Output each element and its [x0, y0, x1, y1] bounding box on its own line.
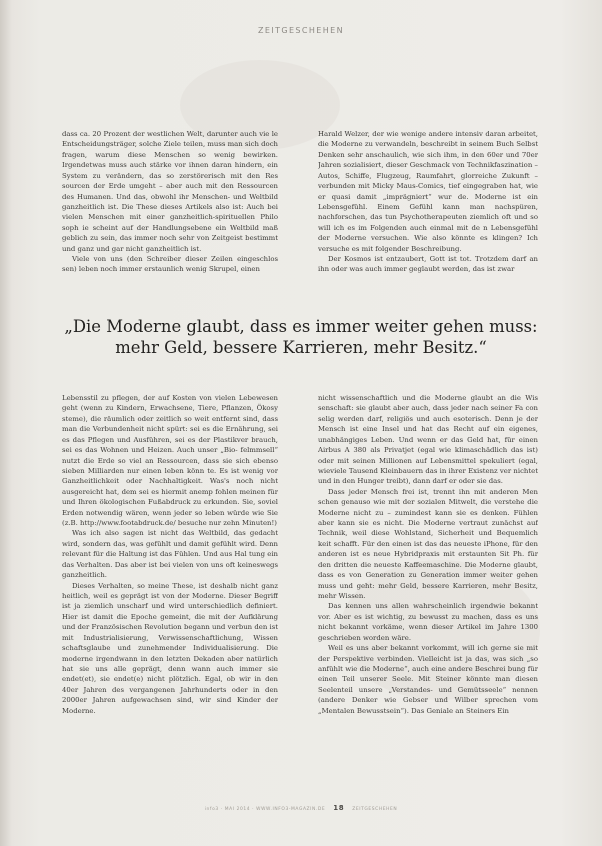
pull-quote [40, 316, 562, 358]
paragraph: Der Kosmos ist entzaubert, Gott ist tot. Trotzdem darf an ihn oder was auch immer geglaubt werden, das ist zwar [318, 255, 538, 274]
footer-right-text: ZEITGESCHEHEN [352, 807, 398, 812]
paragraph: Dass jeder Mensch frei ist, trennt ihn mit anderen Men schen genauso wie mit der sozialen Mitwelt, die verstehe die Moderne nicht zu – zumindest kann sie es denken. Fühlen aber kann sie es nicht. Die Moderne vertraut zunächst auf Technik, weil diese Wohlstand, Sicherheit und Bequemlich keit schafft. Für den einen ist das das neueste iPhone, für den anderen ist es neue Hybridpraxis mit erstaunten Sit Ph. für den dritten die neueste Kaffeemaschine. Die Moderne glaubt, dass es von Generation zu Generation immer weiter gehen muss und geht: mehr Geld, bessere Karrieren, mehr Besitz, mehr Wissen. [318, 487, 538, 601]
pull-quote-line-1: „Die Moderne glaubt, dass es immer weiter gehen muss: [64, 317, 538, 336]
column-lower-left [62, 393, 278, 793]
column-upper-left [62, 129, 278, 329]
paragraph: Dieses Verhalten, so meine These, ist deshalb nicht ganz heitlich, weil es geprägt ist von der Moderne. Dieser Begriff ist ja ziemlich unscharf und wird unterschiedlich definiert. Hier ist damit die Epoche gemeint, die mit der Aufklärung und der Französischen Revolution begann und verbun den ist mit Industrialisierung, Verwissenschaftlichung, Wissen schaftsglaube und zunehmender Individualisierung. Die moderne irgendwann in den letzten Dekaden aber natürlich hat sie uns alle geprägt, denn wann auch immer sie endet(et), sie endet(e) nicht plötzlich. Egal, ob wir in den 40er Jahren des vergangenen Jahrhunderts oder in den 2000er Jahren aufgewachsen sind, wir sind Kinder der Moderne. [62, 581, 278, 715]
paragraph: Was ich also sagen ist nicht das Weltbild, das gedacht wird, sondern das, was gefühlt und damit gefühlt wird. Denn relevant für die Haltung ist das Fühlen. Und aus Hal tung ein das Verhalten. Das aber ist bei vielen von uns oft keineswegs ganzheitlich. [62, 529, 278, 580]
footer-left-text: info3 · MAI 2014 · WWW.INFO3-MAGAZIN.DE [204, 807, 326, 812]
paragraph: Viele von uns (den Schreiber dieser Zeilen eingeschlos sen) leben noch immer erstaunlich wenig Skrupel, einen [62, 255, 278, 274]
paragraph: Das kennen uns allen wahrscheinlich irgendwie bekannt vor. Aber es ist wichtig, zu bewusst zu machen, dass es uns nicht bekannt vorkäme, wenn dieser Artikel im Jahre 1300 geschrieben worden wäre. [318, 602, 538, 642]
paragraph: Weil es uns aber bekannt vorkommt, will ich gerne sie mit der Perspektive verbinden. Vielleicht ist ja das, was sich „so anfühlt wie die Moderne“, auch eine andere Beschrei bung für einen Teil unserer Seele. Mit Steiner könnte man diesen Seelenteil unsere „Verstandes- und Gemütsseele“ nennen (andere Denker wie Gebser und Wilber sprechen vom „Mentalen Bewusstsein“). Das Geniale an Steiners Ein [318, 644, 538, 715]
page-number: 18 [333, 804, 345, 812]
paragraph: Lebensstil zu pflegen, der auf Kosten von vielen Lebewesen geht (wenn zu Kindern, Erwachsene, Tiere, Pflanzen, Ökosy steme), die räumlich oder zeitlich so weit entfernt sind, dass man die Verbundenheit nicht spürt: sei es die Ernährung, sei es das Pflegen und Ausführen, sei es der Plastikver brauch, sei es das Wohnen und Heizen. Auch unser „Bio- felmmsell“ nutzt die Erde so viel an Ressourcen, dass sie sich ebenso sieben Milliarden nur einen leben könn te. Es ist wenig vor Ganzheitlichkeit oder Nachhaltigkeit. Was's noch nicht ausgereicht hat, dem sei es hiermit anemp fohlen meinen für und Ihren ökologischen Fußabdruck zu erkunden. Sie, soviel Erden notwendig wären, wenn jeder so leben würde wie Sie (z.B. http://www.footabdruck.de/ besuche nur zehn Minuten!) [62, 394, 278, 528]
paragraph: dass ca. 20 Prozent der westlichen Welt, darunter auch vie le Entscheidungsträger, solche Ziele teilen, muss man sich doch fragen, warum diese Menschen so wenig bewirken. Irgendetwas muss auch stärke vor ihnen daran hindern, ein System zu verändern, das so zerstörerisch mit den Res sourcen der Erde umgeht – aber auch mit den Ressourcen des Humanen. Und das, obwohl ihr Menschen- und Weltbild ganzheitlich ist. Die These dieses Artikels also ist: Auch bei vielen Menschen mit einer ganzheitlich-spirituellen Philo soph ie scheint auf der Handlungsebene ein Weltbild maß geblich zu sein, das immer noch sehr von Zeitgeist bestimmt und ganz und gar nicht ganzheitlich ist. [62, 130, 278, 253]
column-upper-right [318, 129, 538, 329]
paragraph: nicht wissenschaftlich und die Moderne glaubt an die Wis senschaft: sie glaubt aber auch, dass jeder nach seiner Fa con selig werden darf, religiös und auch esoterisch. Denn je der Mensch ist eine Insel und hat das Recht auf ein eigenes, unabhängiges Leben. Und wenn er das Geld hat, für einen Airbus A 380 als Privatjet (egal wie klimaschädlich das ist) oder mit seinen Millionen auf Lebensmittel spekuliert (egal, wieviele Tausend Kleinbauern das in ihrer Existenz ver nichtet und in den Hunger treibt), dann darf er oder sie das. [318, 394, 538, 486]
paragraph: Harald Welzer, der wie wenige andere intensiv daran arbeitet, die Moderne zu verwandeln, beschreibt in seinem Buch Selbst Denken sehr anschaulich, wie sich ihm, in den 60er und 70er Jahren sozialisiert, dieser Geschmack von Technikfaszination – Autos, Schiffe, Flugzeug, Raumfahrt, glorreiche Zukunft – verbunden mit Micky Maus-Comics, tief eingegraben hat, wie er quasi damit „imprägniert“ wur de. Moderne ist ein Lebensgefühl. Einem Gefühl kann man nachspüren, nachforschen, das tun Psychotherapeuten ziemlich oft und so will ich es im Folgenden auch einmal mit de n Lebensgefühl der Moderne versuchen. Wie also könnte es klingen? Ich versuche es mit folgender Beschreibung. [318, 130, 538, 253]
pull-quote-line-2: mehr Geld, bessere Karrieren, mehr Besitz.“ [115, 338, 487, 357]
section-header: ZEITGESCHEHEN [257, 26, 345, 35]
column-lower-right [318, 393, 538, 793]
page-footer [0, 804, 602, 812]
